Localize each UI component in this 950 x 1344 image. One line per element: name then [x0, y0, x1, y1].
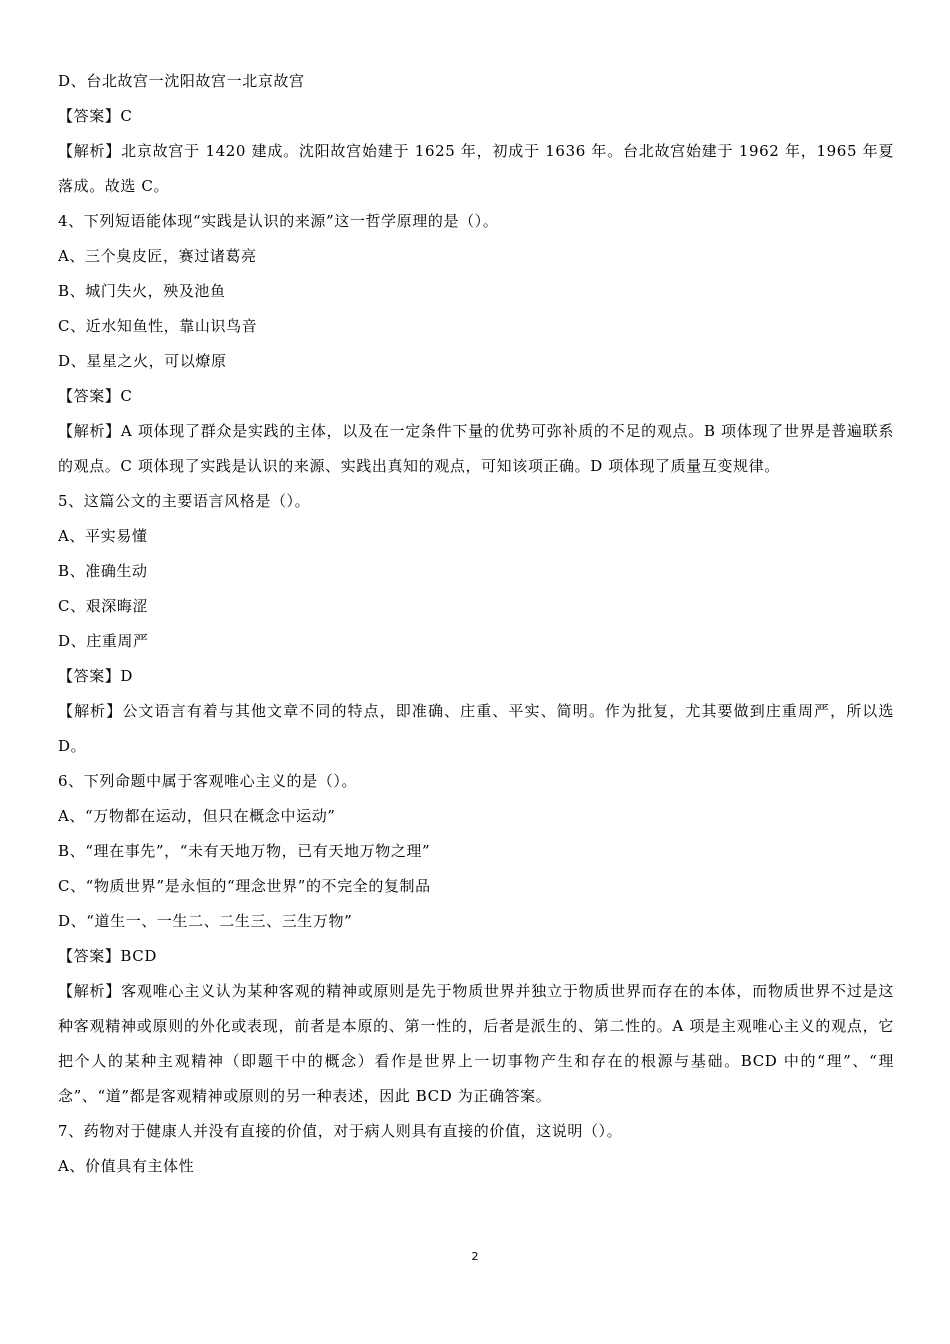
question-line: 7、药物对于健康人并没有直接的价值，对于病人则具有直接的价值，这说明（）。 [58, 1122, 623, 1140]
option-line: D、台北故宫一沈阳故宫一北京故宫 [58, 72, 305, 90]
option-line: A、“万物都在运动，但只在概念中运动” [58, 807, 336, 825]
option-line: D、庄重周严 [58, 632, 149, 650]
document-body [58, 64, 894, 1184]
analysis-paragraph: 【解析】A 项体现了群众是实践的主体，以及在一定条件下量的优势可弥补质的不足的观点。B 项体现了世界是普遍联系的观点。C 项体现了实践是认识的来源、实践出真知的观点，可知该项正确。D 项体现了质量互变规律。 [58, 422, 894, 475]
option-line: C、近水知鱼性，靠山识鸟音 [58, 317, 258, 335]
analysis-paragraph: 【解析】北京故宫于 1420 建成。沈阳故宫始建于 1625 年，初成于 1636 年。台北故宫始建于 1962 年，1965 年夏落成。故选 C。 [58, 142, 894, 195]
answer-line: 【答案】D [58, 667, 134, 685]
page-number: 2 [471, 1250, 479, 1263]
answer-line: 【答案】C [58, 387, 133, 405]
option-line: A、平实易懂 [58, 527, 148, 545]
analysis-paragraph: 【解析】公文语言有着与其他文章不同的特点，即准确、庄重、平实、简明。作为批复，尤其要做到庄重周严，所以选 D。 [58, 702, 894, 755]
question-line: 4、下列短语能体现“实践是认识的来源”这一哲学原理的是（）。 [58, 212, 499, 230]
question-line: 5、这篇公文的主要语言风格是（）。 [58, 492, 311, 510]
option-line: C、艰深晦涩 [58, 597, 149, 615]
answer-line: 【答案】BCD [58, 947, 158, 965]
option-line: D、“道生一、一生二、二生三、三生万物” [58, 912, 353, 930]
question-line: 6、下列命题中属于客观唯心主义的是（）。 [58, 772, 358, 790]
option-line: C、“物质世界”是永恒的“理念世界”的不完全的复制品 [58, 877, 431, 895]
analysis-paragraph: 【解析】客观唯心主义认为某种客观的精神或原则是先于物质世界并独立于物质世界而存在的本体，而物质世界不过是这种客观精神或原则的外化或表现，前者是本原的、第一性的，后者是派生的、第二性的。A 项是主观唯心主义的观点，它把个人的某种主观精神（即题干中的概念）看作是世界上一切事物产生和存在的根源与基础。BCD 中的“理”、“理念”、“道”都是客观精神或原则的另一种表述，因此 BCD 为正确答案。 [58, 982, 894, 1105]
option-line: A、价值具有主体性 [58, 1157, 195, 1175]
option-line: B、城门失火，殃及池鱼 [58, 282, 226, 300]
option-line: B、“理在事先”，“未有天地万物，已有天地万物之理” [58, 842, 431, 860]
answer-line: 【答案】C [58, 107, 133, 125]
option-line: A、三个臭皮匠，赛过诸葛亮 [58, 247, 257, 265]
option-line: D、星星之火，可以燎原 [58, 352, 227, 370]
option-line: B、准确生动 [58, 562, 148, 580]
